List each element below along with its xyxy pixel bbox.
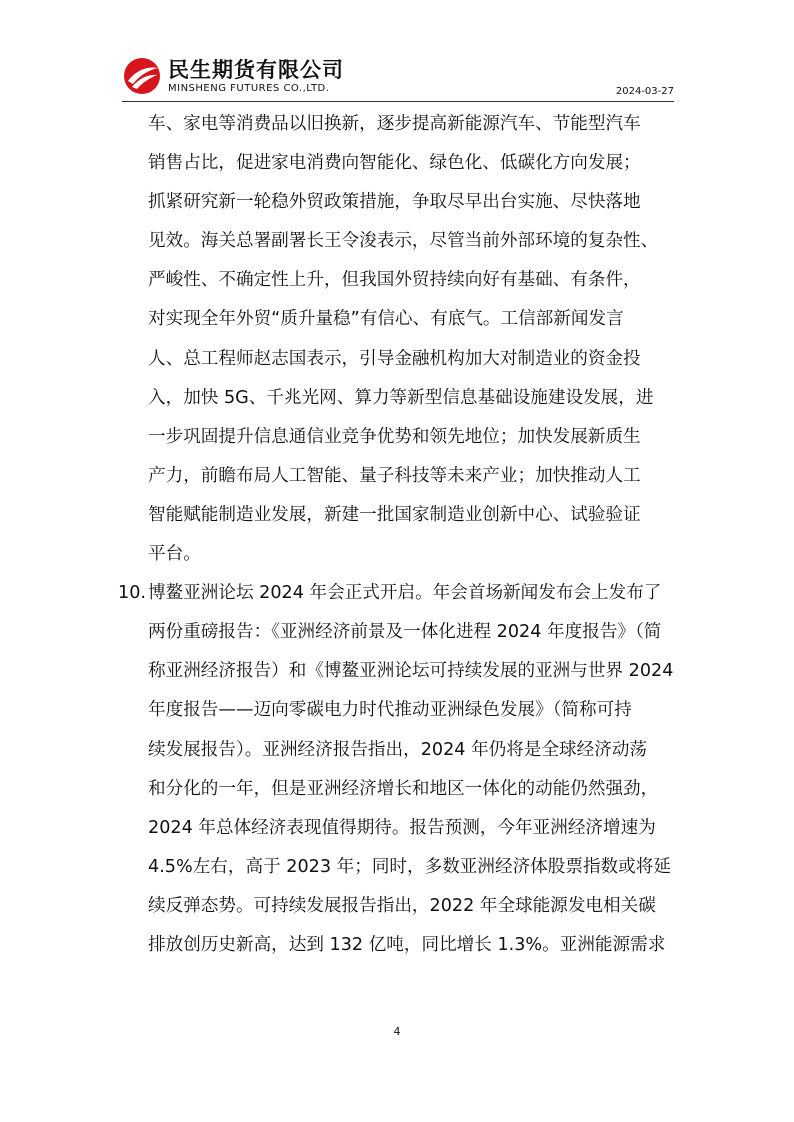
text-line: 续反弹态势。可持续发展报告指出，2022 年全球能源发电相关碳	[148, 895, 656, 916]
text-line: 平台。	[148, 544, 201, 565]
text-line: 2024 年总体经济表现值得期待。报告预测，今年亚洲经济增速为	[148, 817, 656, 838]
text-line: 对实现全年外贸“质升量稳”有信心、有底气。工信部新闻发言	[148, 309, 624, 330]
text-line: 车、家电等消费品以旧换新，逐步提高新能源汽车、节能型汽车	[148, 114, 641, 134]
text-line: 年度报告——迈向零碳电力时代推动亚洲绿色发展》（简称可持	[148, 700, 632, 721]
text-line: 两份重磅报告：《亚洲经济前景及一体化进程 2024 年度报告》（简	[148, 622, 662, 643]
text-line: 和分化的一年，但是亚洲经济增长和地区一体化的动能仍然强劲，	[148, 778, 659, 799]
text-line: 见效。海关总署副署长王令浚表示，尽管当前外部环境的复杂性、	[148, 231, 659, 252]
company-logo	[122, 52, 372, 100]
text-line: 人、总工程师赵志国表示，引导金融机构加大对制造业的资金投	[148, 348, 641, 369]
text-line: 严峻性、不确定性上升，但我国外贸持续向好有基础、有条件，	[148, 270, 641, 291]
text-line: 一步巩固提升信息通信业竞争优势和领先地位；加快发展新质生	[148, 426, 641, 447]
text-line: 4.5%左右，高于 2023 年；同时，多数亚洲经济体股票指数或将延	[148, 856, 671, 877]
text-line: 排放创历史新高，达到 132 亿吨，同比增长 1.3%。亚洲能源需求	[148, 934, 666, 955]
minsheng-logo-icon	[122, 56, 162, 96]
text-line: 博鳌亚洲论坛 2024 年会正式开启。年会首场新闻发布会上发布了	[148, 583, 662, 604]
header-divider	[122, 101, 674, 102]
logo-chinese-name: 民生期货有限公司	[168, 58, 344, 82]
text-line: 称亚洲经济报告）和《博鳌亚洲论坛可持续发展的亚洲与世界 2024	[148, 661, 674, 682]
text-line: 续发展报告）。亚洲经济报告指出，2024 年仍将是全球经济动荡	[148, 739, 648, 760]
page-number: 4	[393, 1025, 401, 1038]
text-line: 抓紧研究新一轮稳外贸政策措施，争取尽早出台实施、尽快落地	[148, 192, 641, 213]
document-body	[118, 105, 676, 965]
text-line: 智能赋能制造业发展，新建一批国家制造业创新中心、试验验证	[148, 504, 641, 525]
report-date: 2024-03-27	[615, 86, 674, 97]
list-item-10-first-line	[118, 574, 676, 613]
text-line: 产力，前瞻布局人工智能、量子科技等未来产业；加快推动人工	[148, 465, 641, 486]
text-line: 入，加快 5G、千兆光网、算力等新型信息基础设施建设发展，进	[148, 387, 654, 408]
list-item-number: 10.	[118, 583, 146, 604]
logo-english-name: MINSHENG FUTURES CO.,LTD.	[168, 83, 330, 94]
page-header	[122, 52, 674, 102]
text-line: 销售占比，促进家电消费向智能化、绿色化、低碳化方向发展；	[148, 153, 641, 174]
